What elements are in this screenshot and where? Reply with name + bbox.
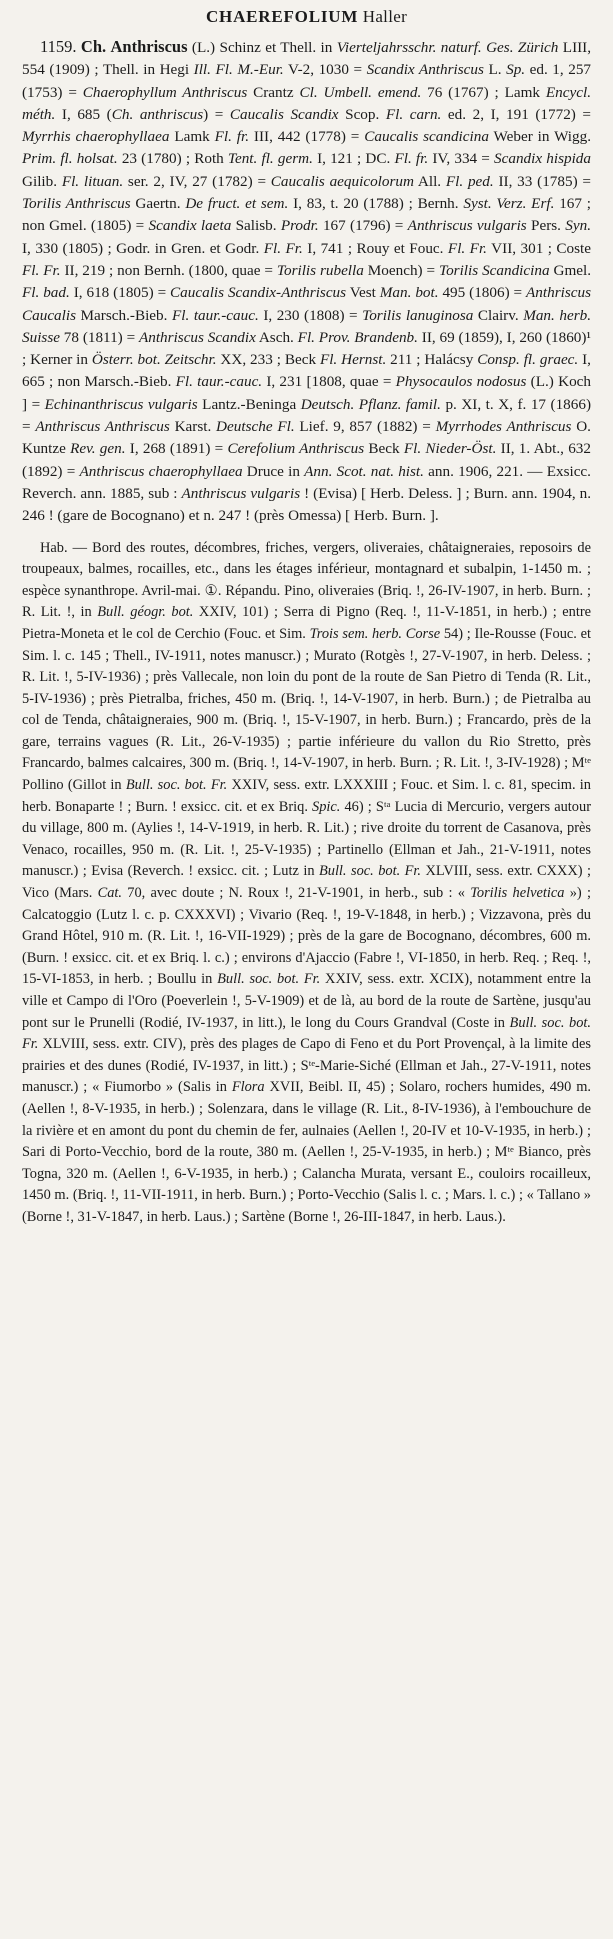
habitat-italic-run: Spic. (312, 798, 341, 815)
synonymy-text-run: ! (Evisa) [ Herb. Deless. ] ; Burn. ann. 1904, n. 246 ! (gare de Bocognano) et n. 247 ! (près Omessa) [ Herb. Burn. ]. (22, 484, 591, 525)
synonymy-text-run: ser. 2, IV, 27 (1782) = (123, 172, 271, 190)
synonymy-italic-run: Tent. fl. germ. (227, 150, 313, 168)
synonymy-text-run: Asch. (255, 328, 298, 346)
synonymy-italic-run: Cl. Umbell. emend. (299, 83, 422, 101)
synonymy-italic-run: Cerefolium Anthriscus (227, 440, 365, 458)
synonymy-italic-run: Fl. fr. (394, 150, 429, 168)
synonymy-italic-run: Physocaulos nodosus (395, 373, 527, 391)
synonymy-italic-run: Scandix laeta (148, 217, 232, 235)
synonymy-text-run: I, 741 ; Rouy et Fouc. (302, 239, 448, 257)
synonymy-text-run: II, 33 (1785) = (493, 172, 591, 190)
synonymy-italic-run: Ill. Fl. M.-Eur. (193, 61, 284, 79)
synonymy-text-run: I, 665 ; non Marsch.-Bieb. (22, 351, 591, 391)
synonymy-text-run: Gilib. (22, 172, 62, 190)
habitat-text-run: XXIV, 101) ; Serra di Pigno (Req. !, 11-V-1851, in herb.) ; entre Pietra-Moneta et le col de Cerchio (Fouc. et Sim. (22, 604, 591, 642)
synonymy-text-run: ed. 2, I, 191 (1772) = (441, 105, 591, 123)
habitat-italic-run: Bull. soc. bot. Fr. (318, 863, 422, 880)
synonymy-text-run: V-2, 1030 = (283, 61, 367, 79)
synonymy-italic-run: Caucalis scandicina (364, 128, 489, 146)
synonymy-italic-run: Caucalis aequicolorum (270, 172, 414, 190)
synonymy-text-run: 211 ; Halácsy (386, 351, 478, 369)
habitat-text-run: XXIV, sess. extr. LXXXIII ; Fouc. et Sim. l. c. 81, specim. in herb. Bonaparte ! ; Burn. ! exsicc. cit. et ex Briq. (22, 777, 591, 815)
genus-heading: CHAEREFOLIUM (205, 7, 359, 26)
synonymy-text-run: Lief. 9, 857 (1882) = (294, 418, 436, 436)
habitat-italic-run: Flora (231, 1079, 265, 1096)
synonymy-text-run: Crantz (247, 83, 300, 101)
habitat-italic-run: Cat. (97, 885, 122, 902)
synonymy-text-run: (L.) Koch ] = (22, 373, 591, 413)
synonymy-text-run: All. (413, 172, 446, 190)
habitat-italic-run: Bull. soc. bot. Fr. (125, 777, 228, 794)
synonymy-italic-run: Scandix hispida (494, 150, 591, 168)
synonymy-text-run: 167 ; non Gmel. (1805) = (22, 195, 591, 235)
synonymy-italic-run: Torilis Scandicina (439, 261, 550, 279)
synonymy-text-run: ed. 1, 257 (1753) = (22, 61, 592, 101)
synonymy-text-run: Vest (346, 284, 380, 302)
habitat-italic-run: Bull. soc. bot. Fr. (22, 1014, 591, 1053)
habitat-italic-run: Bull. géogr. bot. (97, 604, 194, 621)
synonymy-italic-run: Fl. fr. (214, 128, 250, 146)
synonymy-text-run: I, 121 ; DC. (312, 150, 395, 168)
synonymy-italic-run: Fl. Fr. (22, 261, 61, 279)
synonymy-italic-run: Prim. fl. holsat. (22, 150, 118, 168)
synonymy-italic-run: Consp. fl. graec. (477, 351, 579, 369)
synonymy-italic-run: Man. bot. (379, 284, 439, 302)
synonymy-italic-run: De fruct. et sem. (185, 195, 289, 213)
synonymy-italic-run: Fl. lituan. (61, 172, 124, 190)
habitat-text-run: 46) ; Sᵗᵃ Lucia di Mercurio, vergers autour du village, 800 m. (Aylies !, 14-V-1919, in herb. R. Lit.) ; rive droite du torrent de Casanova, près Venaco, rocailles, 950 m. (R. Lit. !, 25-V-1935) ; Partinello (Ellman et Jah., 21-V-1911, notes manuscr.) ; Evisa (Reverch. ! exsicc. cit. ; Lutz in (22, 798, 591, 880)
genus-author: Haller (362, 7, 408, 26)
synonymy-text-run: Druce in (242, 462, 305, 480)
synonymy-italic-run: Fl. taur.-cauc. (171, 306, 259, 324)
synonymy-text-run: Weber in Wigg. (488, 128, 592, 146)
synonymy-italic-run: Fl. taur.-cauc. (175, 373, 263, 391)
synonymy-text-run: ann. 1906, 221. — Exsicc. Reverch. ann. 1885, sub : (22, 462, 591, 502)
synonymy-text-run: Lamk (169, 128, 215, 146)
synonymy-text-run: II, 69 (1859), I, 260 (1860)¹ ; Kerner in (22, 328, 591, 369)
synonymy-italic-run: Anthriscus chaerophyllaea (79, 462, 243, 480)
synonymy-text-run: Marsch.-Bieb. (76, 306, 172, 324)
synonymy-italic-run: Caucalis Scandix-Anthriscus (170, 284, 347, 302)
synonymy-italic-run: Myrrhodes Anthriscus (435, 418, 572, 436)
synonymy-italic-run: Torilis rubella (276, 261, 364, 279)
synonymy-italic-run: Man. herb. Suisse (22, 306, 591, 346)
synonymy-text-run: II, 219 ; non Bernh. (1800, quae = (60, 261, 277, 279)
synonymy-text-run: Scop. (338, 105, 386, 123)
synonymy-italic-run: Prodr. (280, 217, 319, 235)
synonymy-text-run: I, 685 ( (55, 105, 112, 123)
synonymy-italic-run: Fl. bad. (22, 284, 70, 302)
synonymy-italic-run: Syn. (565, 217, 591, 235)
species-entry (22, 36, 591, 528)
habitat-text-run: ») ; Calcatoggio (Lutz l. c. p. CXXXVI) ; Vivario (Req. !, 19-V-1848, in herb.) ; Vizzavona, près du Grand Hôtel, 910 m. (R. Lit. !, 16-VII-1929) ; près de la gare de Bocognano, décombres, 600 m. (Burn. ! exsicc. cit. et ex Briq. l. c.) ; environs d'Ajaccio (Fabre !, VI-1850, in herb. Req. ; Req. !, 15-VI-1853, in herb. ; Boullu in (22, 885, 591, 988)
synonymy-text-run: LIII, 554 (1909) ; Thell. in Hegi (22, 39, 592, 79)
synonymy-text-run: Gaertn. (130, 195, 186, 213)
entry-number: 1159. (40, 37, 77, 56)
synonymy-text-run: IV, 334 = (428, 150, 495, 168)
synonymy-italic-run: Chaerophyllum Anthriscus (82, 83, 248, 101)
synonymy-text-run: Salisb. (231, 217, 281, 235)
synonymy-text-run: 495 (1806) = (438, 284, 527, 302)
synonymy-text-run: 23 (1780) ; Roth (117, 150, 228, 168)
synonymy-italic-run: Deutsch. Pflanz. famil. (300, 395, 441, 413)
synonymy-italic-run: Anthriscus vulgaris (407, 217, 527, 235)
synonymy-text-run: Gmel. (549, 261, 592, 279)
synonymy-italic-run: Fl. Prov. Brandenb. (297, 328, 418, 346)
synonymy-text-run: Moench) = (363, 261, 440, 279)
synonymy-italic-run: Myrrhis chaerophyllaea (22, 128, 170, 146)
synonymy-text-run: III, 442 (1778) = (249, 128, 365, 146)
synonymy-text-run: O. Kuntze (22, 418, 591, 458)
synonymy-text-run: VII, 301 ; Coste (486, 239, 592, 257)
species-epithet: Anthriscus (110, 37, 188, 56)
synonymy-text-run: Karst. (169, 418, 217, 436)
synonymy-text-run: Lantz.-Beninga (197, 395, 301, 413)
synonymy-text-run: L. (483, 61, 507, 79)
synonymy-text-run: Beck (364, 440, 404, 458)
synonymy-italic-run: Fl. Nieder-Öst. (403, 440, 497, 458)
habitat-text-run: XLVIII, sess. extr. CXXX) ; Vico (Mars. (22, 863, 591, 902)
synonymy-italic-run: Anthriscus vulgaris (181, 484, 301, 502)
running-head (22, 6, 591, 28)
synonymy-text-run: ) = (203, 105, 230, 123)
synonymy-italic-run: Syst. Verz. Erf. (463, 195, 555, 213)
synonymy-italic-run: Echinanthriscus vulgaris (44, 395, 198, 413)
synonymy-italic-run: Torilis lanuginosa (362, 306, 474, 324)
synonymy-text (22, 39, 591, 524)
habitat-italic-run: Bull. soc. bot. Fr. (217, 971, 321, 988)
synonymy-text-run: Clairv. (473, 306, 524, 324)
synonymy-italic-run: Fl. carn. (385, 105, 442, 123)
synonymy-text-run: (L.) Schinz et Thell. in (191, 39, 337, 56)
synonymy-text-run: I, 268 (1891) = (125, 440, 228, 458)
synonymy-italic-run: Ann. Scot. nat. hist. (304, 462, 424, 480)
habitat-paragraph (22, 538, 591, 1229)
synonymy-text-run: I, 330 (1805) ; Godr. in Gren. et Godr. (22, 239, 264, 257)
habitat-text-run: Hab. — Bord des routes, décombres, friches, vergers, oliveraies, châtaigneraies, reposoirs de troupeaux, balmes, rocailles, etc., dans les étages inférieur, montagnard et subalpin, 1-1450 m. ; espèce synanthrope. Avril-mai. ①. Répandu. Pino, oliveraies (Briq. !, 26-IV-1907, in herb. Burn. ; R. Lit. !, in (22, 539, 591, 621)
synonymy-italic-run: Fl. Fr. (263, 239, 303, 257)
habitat-text-run: 70, avec doute ; N. Roux !, 21-V-1901, in herb., sub : « (122, 885, 471, 902)
synonymy-text-run: 167 (1796) = (318, 217, 408, 235)
habitat-text-run: XVII, Beibl. II, 45) ; Solaro, rochers humides, 490 m. (Aellen !, 8-V-1935, in herb.) ; Solenzara, dans le village (R. Lit., 8-IV-1936), à l'embouchure de la rivière et en amont du pont du chemin de fer, aulnaies (Aellen !, 20-IV et 10-V-1935, in herb.) ; Sari di Porto-Vecchio, bord de la route, 380 m. (Aellen !, 25-V-1935, in herb.) ; Mᵗᵉ Bianco, près Togna, 320 m. (Aellen !, 6-V-1935, in herb.) ; Calancha Murata, versant E., couloirs rocailleux, 1450 m. (Briq. !, 11-VII-1911, in herb. Burn.) ; Porto-Vecchio (Salis l. c. ; Mars. l. c.) ; « Tallano » (Borne !, 31-V-1847, in herb. Laus.) ; Sartène (Borne !, 26-III-1847, in herb. Laus.). (22, 1079, 591, 1225)
synonymy-text-run: 78 (1811) = (59, 328, 139, 346)
synonymy-italic-run: Caucalis Scandix (229, 105, 339, 123)
synonymy-text-run: II, 1. Abt., 632 (1892) = (22, 440, 591, 480)
synonymy-italic-run: Deutsche Fl. (216, 418, 295, 436)
synonymy-text-run: 76 (1767) ; Lamk (421, 83, 546, 101)
habitat-text-run: XLVIII, sess. extr. CIV), près des plages de Capo di Feno et du Port Provençal, à la limite des prairies et des dunes (Rodié, IV-1937, in litt.) ; Sᵗᵉ-Marie-Siché (Ellman et Jah., 27-V-1911, notes manuscr.) ; « Fiumorbo » (Salis in (22, 1036, 591, 1096)
habitat-text-run: XXIV, sess. extr. XCIX), notamment entre la ville et Campo di l'Oro (Poeverlein !, 5-V-1909) et de là, au bord de la route de Sartène, jusqu'au pont sur le Prunelli (Rodié, IV-1937, in litt.), le long du Cours Grandval (Coste in (22, 971, 591, 1031)
synonymy-italic-run: Ch. anthriscus (111, 105, 204, 123)
synonymy-italic-run: Scandix Anthriscus (366, 61, 484, 79)
synonymy-italic-run: Fl. Fr. (447, 239, 487, 257)
synonymy-italic-run: Anthriscus Anthriscus (35, 418, 170, 436)
synonymy-italic-run: Encycl. méth. (22, 83, 592, 123)
habitat-italic-run: Trois sem. herb. Corse (309, 625, 441, 642)
synonymy-italic-run: Anthriscus Caucalis (22, 284, 592, 324)
synonymy-text-run: I, 231 [1808, quae = (262, 373, 396, 391)
synonymy-italic-run: Sp. (506, 61, 526, 79)
synonymy-italic-run: Fl. Hernst. (319, 351, 387, 369)
synonymy-italic-run: Anthriscus Scandix (138, 328, 256, 346)
species-genus-abbr: Ch. (80, 37, 107, 56)
synonymy-italic-run: Vierteljahrsschr. naturf. Ges. Zürich (336, 39, 559, 56)
synonymy-italic-run: Torilis Anthriscus (22, 195, 131, 213)
habitat-italic-run: Torilis helvetica (470, 885, 565, 902)
synonymy-italic-run: Österr. bot. Zeitschr. (91, 351, 217, 369)
synonymy-italic-run: Rev. gen. (70, 440, 126, 458)
synonymy-text-run: XX, 233 ; Beck (216, 351, 320, 369)
synonymy-text-run: I, 618 (1805) = (69, 284, 171, 302)
synonymy-italic-run: Fl. ped. (445, 172, 494, 190)
habitat-text-run: 54) ; Ile-Rousse (Fouc. et Sim. l. c. 145 ; Thell., IV-1911, notes manuscr.) ; Murato (Rotgès !, 27-V-1907, in herb. Deless. ; R. Lit. !, 5-IV-1936) ; près Vallecale, non loin du pont de la route de San Pietro di Tenda (R. Lit., 5-IV-1936) ; près Pietralba, friches, 450 m. (Briq. !, 14-V-1907, in herb. Burn.) ; de Pietralba au col de Tenda, châtaigneraies, 900 m. (Briq. !, 15-V-1907, in herb. Burn.) ; Francardo, près de la gare, terrains vagues (R. Lit., 26-V-1935) ; partie inférieure du vallon du Rio Stretto, près Francardo, balmes calcaires, 300 m. (Briq. !, 14-V-1907, in herb. Burn. ; R. Lit. !, 3-IV-1928) ; Mᵗᵉ Pollino (Gillot in (22, 625, 591, 794)
synonymy-text-run: I, 230 (1808) = (258, 306, 363, 324)
synonymy-text-run: p. XI, t. X, f. 17 (1866) = (22, 395, 592, 436)
synonymy-text-run: Pers. (526, 217, 566, 235)
synonymy-text-run: I, 83, t. 20 (1788) ; Bernh. (288, 195, 464, 213)
